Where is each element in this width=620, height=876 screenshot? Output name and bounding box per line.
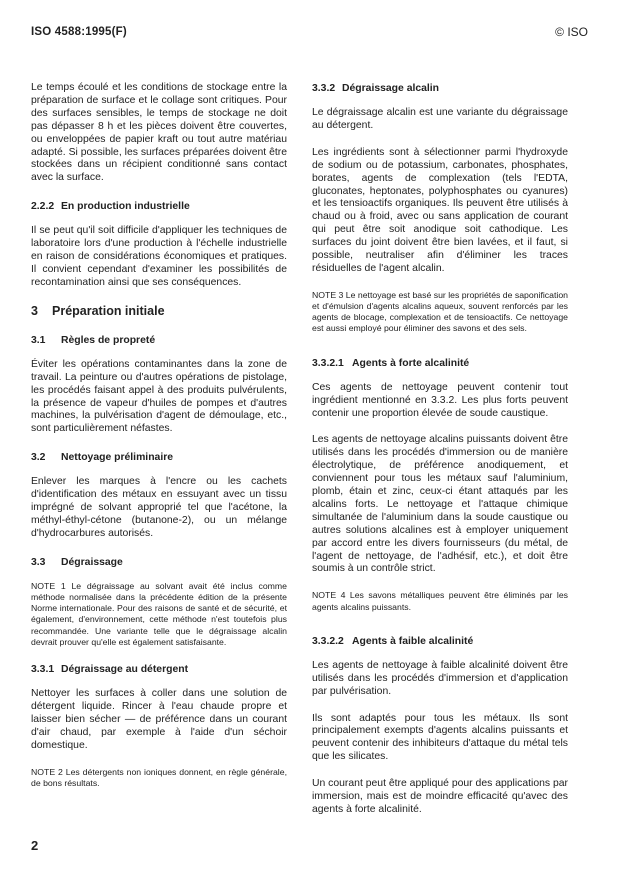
paragraph-3-3-2-1-b: Les agents de nettoyage alcalins puissants doivent être utilisés dans les procédés d'immersion ou de manière électrolytique, de préférence anodiquement, et conviennent pour tous les métaux sauf l'aluminium, plomb, étain et zinc, ceux-ci étant attaqués par les alcalins forts. Le nettoyage et l'attaque chimique simultanée de l'aluminium dans la soude caustique ou autres solutions alcalines est à employer uniquement par accord entre les divers fournisseurs (du métal, de l'agent de nettoyage, de l'adhésif, etc.), et doit être soumis à un contrôle strict. [312,434,568,575]
section-number: 3.3.1 [31,663,55,675]
left-column [31,82,287,789]
paragraph-3-3-2-2-c: Un courant peut être appliqué pour des applications par immersion, mais est de moindre efficacité qu'avec des agents à forte alcalinité. [312,778,568,815]
section-heading-3-1 [31,334,287,347]
section-heading-3-3-2 [312,82,568,95]
section-heading-3-3-1 [31,663,287,676]
section-title: Agents à faible alcalinité [352,635,474,647]
section-heading-3-3 [31,556,287,569]
section-number: 3.3 [31,556,46,568]
section-title: Dégraissage au détergent [61,663,189,675]
section-number: 3 [31,303,38,318]
section-heading-3-3-2-1 [312,357,568,370]
section-title: Dégraissage alcalin [342,83,440,94]
section-heading-2-2-2 [31,200,287,213]
section-number: 3.1 [31,334,46,346]
section-heading-3-2 [31,451,287,464]
copyright-mark: © ISO [555,25,588,39]
section-title: Nettoyage préliminaire [61,452,174,464]
section-number: 3.3.2.1 [312,357,344,369]
section-title: Règles de propreté [61,334,156,346]
section-title: Préparation initiale [52,303,165,318]
section-heading-3-3-2-2 [312,635,568,648]
standard-reference: ISO 4588:1995(F) [31,26,127,38]
section-heading-3 [31,304,287,319]
paragraph-3-3-2-a: Le dégraissage alcalin est une variante du dégraissage au détergent. [312,107,568,131]
note-2: NOTE 2 Les détergents non ioniques donnent, en règle générale, de bons résultats. [31,766,287,788]
section-number: 3.3.2.2 [312,635,344,647]
section-title: Dégraissage [61,556,123,568]
section-title: Agents à forte alcalinité [352,357,470,369]
right-column [312,82,568,817]
paragraph-2-2-2: Il se peut qu'il soit difficile d'appliquer les techniques de laboratoire lors d'une production à l'échelle industrielle en raison de considérations économiques et pratiques. Il convient cependant d'examiner les possibilités de recontamination ainsi que ses conséquences. [31,225,287,288]
paragraph-3-3-2-2-a: Les agents de nettoyage à faible alcalinité doivent être utilisés dans les procédés d'immersion et d'application par pulvérisation. [312,659,568,697]
paragraph-3-2: Enlever les marques à l'encre ou les cachets d'identification des métaux en essuyant avec un tissu imprégné de solvant approprié tel que l'acétone, la méthyl-éthyl-cétone (butanone-2), ou un mélange d'hydrocarbures autorisés. [31,476,287,539]
section-number: 3.2 [31,452,46,464]
paragraph-3-3-1: Nettoyer les surfaces à coller dans une solution de détergent liquide. Rincer à l'eau chaude propre et laisser bien sécher — de préférence dans un courant d'air chaud, par exemple à l'aide d'un séchoir domestique. [31,687,287,751]
section-number: 2.2.2 [31,201,55,213]
paragraph-3-3-2-1-a: Ces agents de nettoyage peuvent contenir tout ingrédient mentionné en 3.3.2. Les plus forts peuvent contenir une proportion élevée de soude caustique. [312,381,568,419]
note-4: NOTE 4 Les savons métalliques peuvent être éliminés par les agents alcalins puissants. [312,590,568,612]
note-1: NOTE 1 Le dégraissage au solvant avait été inclus comme méthode normalisée dans la précédente édition de la présente Norme internationale. Pour des raisons de santé et de sécurité, et également, d'environnement, cette méthode n'est toutefois plus recommandée. Une variante telle que le dégraissage alcalin devrait prouver qu'elle est également satisfaisante. [31,580,287,647]
note-3: NOTE 3 Le nettoyage est basé sur les propriétés de saponification et d'émulsion d'agents alcalins aqueux, souvent renforcés par les agents de blocage, complexation et de tensioactifs. Ce nettoyage est aussi employé pour éliminer des savons et des sels. [312,289,568,334]
page-number: 2 [31,838,39,853]
paragraph-3-1: Éviter les opérations contaminantes dans la zone de travail. La peinture ou d'autres opérations de pistolage, les procédés faisant appel à des produits pulvérulents, la présence de vapeur d'huiles de pompes et d'autres machines, la pulvérisation d'agent de démoulage, etc., sont particulièrement néfastes. [31,358,287,435]
section-title: En production industrielle [61,201,190,213]
section-number: 3.3.2 [312,83,336,94]
paragraph-3-3-2-b: Les ingrédients sont à sélectionner parmi l'hydroxyde de sodium ou de potassium, carbonates, phosphates, borates, agents de complexation (tels l'EDTA, gluconates, heptonates, polyphosphates ou cyanures) et les tensioactifs organiques. Ils peuvent être utilisés à chaud ou à froid, avec ou sans application de courant qui peut être soit anodique soit cathodique. Les surfaces du joint doivent être bien lavées, et il faut, si possible, neutraliser afin d'éliminer les traces résiduelles de l'agent alcalin. [312,146,568,274]
intro-paragraph: Le temps écoulé et les conditions de stockage entre la préparation de surface et le collage sont critiques. Pour des surfaces sensibles, le temps de stockage ne doit pas dépasser 8 h et les pièces doivent être couvertes, ou enveloppées de papier kraft ou tout autre matériau adapté. Si possible, les surfaces préparées doivent être stockées dans un récipient conditionné sans contact avec la surface. [31,82,287,184]
paragraph-3-3-2-2-b: Ils sont adaptés pour tous les métaux. Ils sont principalement exempts d'agents alcalins puissants et peuvent contenir des inhibiteurs d'attaque du métal tels que les silicates. [312,712,568,763]
